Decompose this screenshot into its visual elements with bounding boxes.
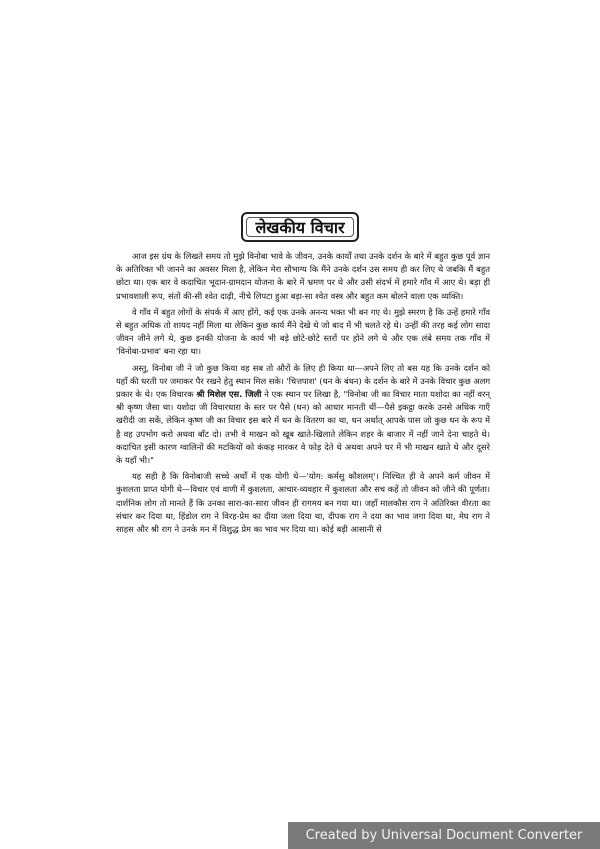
paragraph-3 bbox=[116, 362, 490, 468]
paragraph-3-rest: ने एक स्थान पर लिखा है, "विनोबा जी का विचार माता यशोदा का नहीं वरन् श्री कृष्ण जैसा था। यशोदा जी विचारधारा के स्तर पर पैसे (धन) को आधार मानती थीं—पैसे इकट्ठा करके उनसे अधिक गाएँ खरीदी जा सकें, लेकिन कृष्ण जी का विचार इस बारे में धन के वितरण का था, धन अर्थात् आपके पास जो कुछ धन के रूप में है वह उपभोग करो अथवा बाँट दो। तभी वे माखन को खूब खाते-खिलाते लेकिन शहर के बाजार में नहीं जाने देना चाहते थे। कदाचित इसी कारण ग्वालिनों की मटकियों को कंकड़ मारकर वे फोड़ देते थे अथवा अपने घर में भी माखन खाते थे और दूसरे के यहाँ भी।" bbox=[116, 389, 491, 466]
chapter-heading: लेखकीय विचार bbox=[241, 212, 359, 242]
body-text bbox=[116, 250, 490, 539]
paragraph-1: आज इस ग्रंथ के लिखते समय तो मुझे विनोबा भावे के जीवन, उनके कार्यों तथा उनके दर्शन के बारे में बहुत कुछ पूर्व ज्ञान के अतिरिक्त भी जानने का अवसर मिला है, लेकिन मेरा सौभाग्य कि मैंने उनके दर्शन उस समय ही कर लिए थे जबकि मैं बहुत छोटा था। एक बार वे कदाचित भूदान-ग्रामदान योजना के बारे में भ्रमण पर थे और उसी संदर्भ में हमारे गाँव में आए थे। बड़ा ही प्रभावशाली रूप, संतों की-सी श्वेत दाढ़ी, नीचे लिपटा हुआ बड़ा-सा श्वेत वस्त्र और बहुत कम बोलने वाला एक व्यक्ति। bbox=[116, 251, 490, 301]
paragraph-4: यह सही है कि विनोबाजी सच्चे अर्थों में एक योगी थे—'योग: कर्मसु कौशलम्'। निश्चित ही वे अपने कर्म जीवन में कुशलता प्राप्त योगी थे—विचार एवं वाणी में कुशलता, आचार-व्यवहार में कुशलता और सच कहें तो जीवन को जीने की पूर्णता। दार्शनिक लोग तो मानते हैं कि उनका सारा-का-सारा जीवन ही रागमय बन गया था। जहाँ मालकौस राग ने अतिरिक्त वीरता का संचार कर दिया था, हिंडोल राग ने विरह-प्रेम का दीया जला दिया था, दीपक राग ने दया का भाव जगा दिया था, मेघ राग ने साहस और श्री राग ने उनके मन में विशुद्ध प्रेम का भाव भर दिया था। कोई बड़ी आसानी से bbox=[116, 471, 490, 535]
paragraph-3-start: अस्तु, विनोबा जी ने जो कुछ किया वह सब तो औरों के लिए ही किया था—अपने लिए तो बस यह कि उनके दर्शन को यहाँ की धरती पर जमाकर पैर रखने हेतु स्थान मिल सके। 'चित्तपाश' (धन के बंधन) के दर्शन के बारे में उनके विचार कुछ अलग प्रकार के थे। एक विचारक bbox=[116, 362, 490, 400]
quoted-author-name: श्री मिशेल एस. जिली bbox=[196, 389, 262, 400]
converter-watermark: Created by Universal Document Converter bbox=[288, 822, 600, 849]
paragraph-2: वे गाँव में बहुत लोगों के संपर्क में आए होंगे, कई एक उनके अनन्य भक्त भी बन गए थे। मुझे स्मरण है कि उन्हें हमारे गाँव से बहुत अधिक तो शायद नहीं मिला था लेकिन कुछ कार्य मैंने देखे थे जो बाद में भी चलते रहे थे। उन्हीं की तरह कई लोग सादा जीवन जीने लगे थे, कुछ इनकी योजना के कार्य भी बड़े छोटे-छोटे स्तरों पर होने लगे थे और एक लंबे समय तक गाँव में 'विनोबा-प्रभाव' बना रहा था। bbox=[116, 306, 490, 357]
